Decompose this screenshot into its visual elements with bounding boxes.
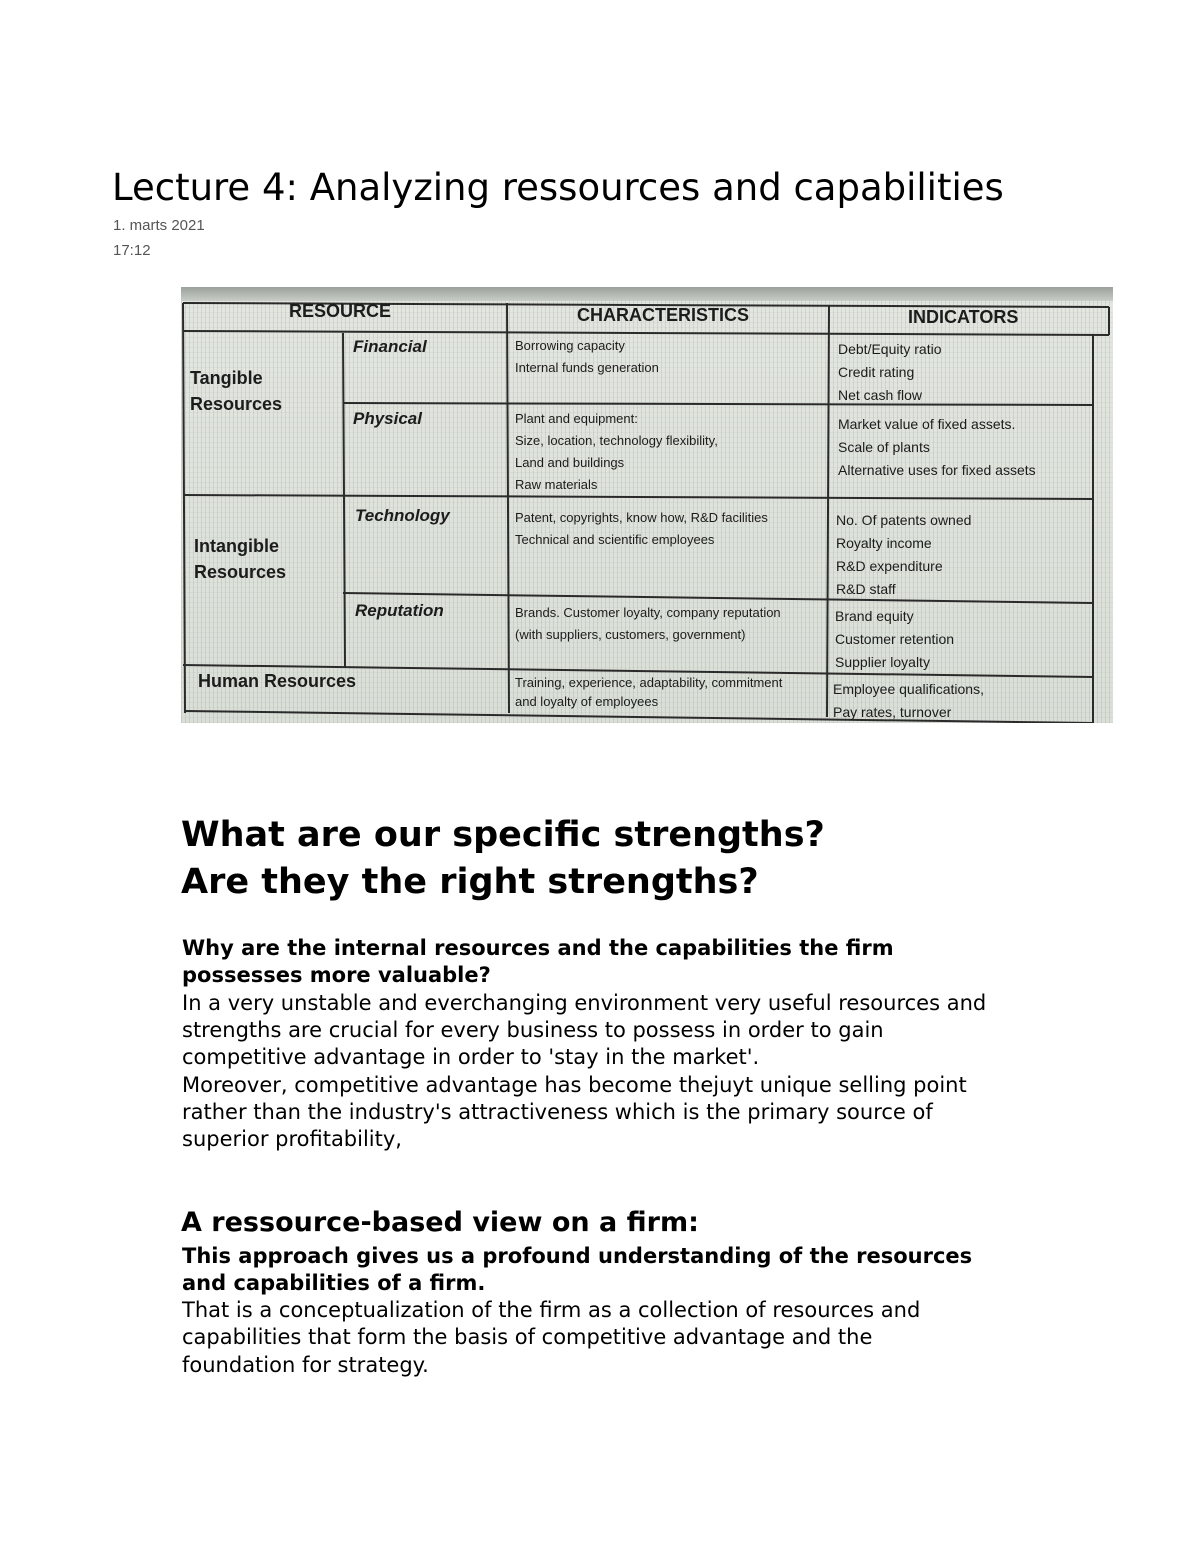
char-line: Plant and equipment: [515,411,638,426]
ind-line: Market value of fixed assets. [838,416,1016,432]
human-characteristics [515,673,782,711]
header-indicators: INDICATORS [908,307,1019,327]
question-line-1: Why are the internal resources and the capabilities the firm [182,936,894,960]
reputation-indicators [835,605,954,674]
heading-specific-strengths: What are our specific strengths? [181,815,825,855]
body-line: superior profitability, [182,1127,402,1151]
char-line: Borrowing capacity [515,338,625,353]
char-line: Technical and scientific employees [515,532,715,547]
category-intangible-line2: Resources [194,562,287,582]
body-line: Moreover, competitive advantage has become thejuyt unique selling point [182,1073,967,1097]
ind-line: Employee qualifications, [833,681,984,697]
char-line: Land and buildings [515,455,625,470]
ind-line: Net cash flow [838,387,923,403]
char-line: (with suppliers, customers, government) [515,627,746,642]
ind-line: Credit rating [838,364,915,380]
char-line: Internal funds generation [515,360,659,375]
ind-line: Alternative uses for fixed assets [838,462,1036,478]
category-tangible-line2: Resources [190,394,283,414]
category-human-line1: Human Resources [198,671,357,691]
ind-line: Customer retention [835,631,955,647]
ind-line: Scale of plants [838,439,930,455]
financial-indicators [838,338,942,407]
human-indicators [833,678,984,723]
category-tangible-line1: Tangible [190,368,263,388]
header-resource: RESOURCE [289,301,392,321]
body-line: foundation for strategy. [182,1353,429,1377]
technology-characteristics [515,507,768,551]
sub-technology: Technology [355,506,450,525]
technology-indicators [836,509,971,601]
header-characteristics: CHARACTERISTICS [577,305,750,325]
category-intangible-line1: Intangible [194,536,279,556]
approach-line-1: This approach gives us a profound understanding of the resources [182,1244,973,1268]
reputation-characteristics [515,602,781,646]
ind-line: Brand equity [835,608,914,624]
approach-line-2: and capabilities of a firm. [182,1271,486,1295]
ind-line: Debt/Equity ratio [838,341,942,357]
physical-indicators [838,413,1036,482]
body-line: That is a conceptualization of the firm as a collection of resources and [182,1298,921,1322]
body-line: competitive advantage in order to 'stay in the market'. [182,1045,760,1069]
resource-table-photo [181,287,1113,723]
body-line: rather than the industry's attractiveness which is the primary source of [182,1100,933,1124]
body-line: In a very unstable and everchanging environment very useful resources and [182,991,987,1015]
ind-line: R&D staff [836,581,896,597]
char-line: and loyalty of employees [515,694,659,709]
ind-line: Pay rates, turnover [833,704,952,720]
category-tangible [190,365,282,417]
category-intangible [194,533,286,585]
physical-characteristics [515,408,718,496]
note-date: 1. marts 2021 [113,217,205,234]
char-line: Raw materials [515,477,598,492]
ind-line: No. Of patents owned [836,512,972,528]
financial-characteristics [515,335,659,379]
category-human-resources [198,668,356,694]
sub-reputation: Reputation [355,601,444,620]
heading-right-strengths: Are they the right strengths? [181,862,759,902]
char-line: Patent, copyrights, know how, R&D facilities [515,510,768,525]
sub-physical: Physical [353,409,422,428]
heading-resource-based-view: A ressource-based view on a firm: [181,1207,699,1238]
ind-line: R&D expenditure [836,558,943,574]
char-line: Brands. Customer loyalty, company reputation [515,605,781,620]
question-line-2: possesses more valuable? [182,963,491,987]
ind-line: Royalty income [836,535,932,551]
sub-financial: Financial [353,337,427,356]
page-title: Lecture 4: Analyzing ressources and capabilities [112,166,1004,209]
body-line: capabilities that form the basis of competitive advantage and the [182,1325,873,1349]
note-time: 17:12 [113,242,151,259]
char-line: Training, experience, adaptability, commitment [515,675,783,690]
body-line: strengths are crucial for every business to possess in order to gain [182,1018,884,1042]
char-line: Size, location, technology flexibility, [515,433,718,448]
ind-line: Supplier loyalty [835,654,930,670]
